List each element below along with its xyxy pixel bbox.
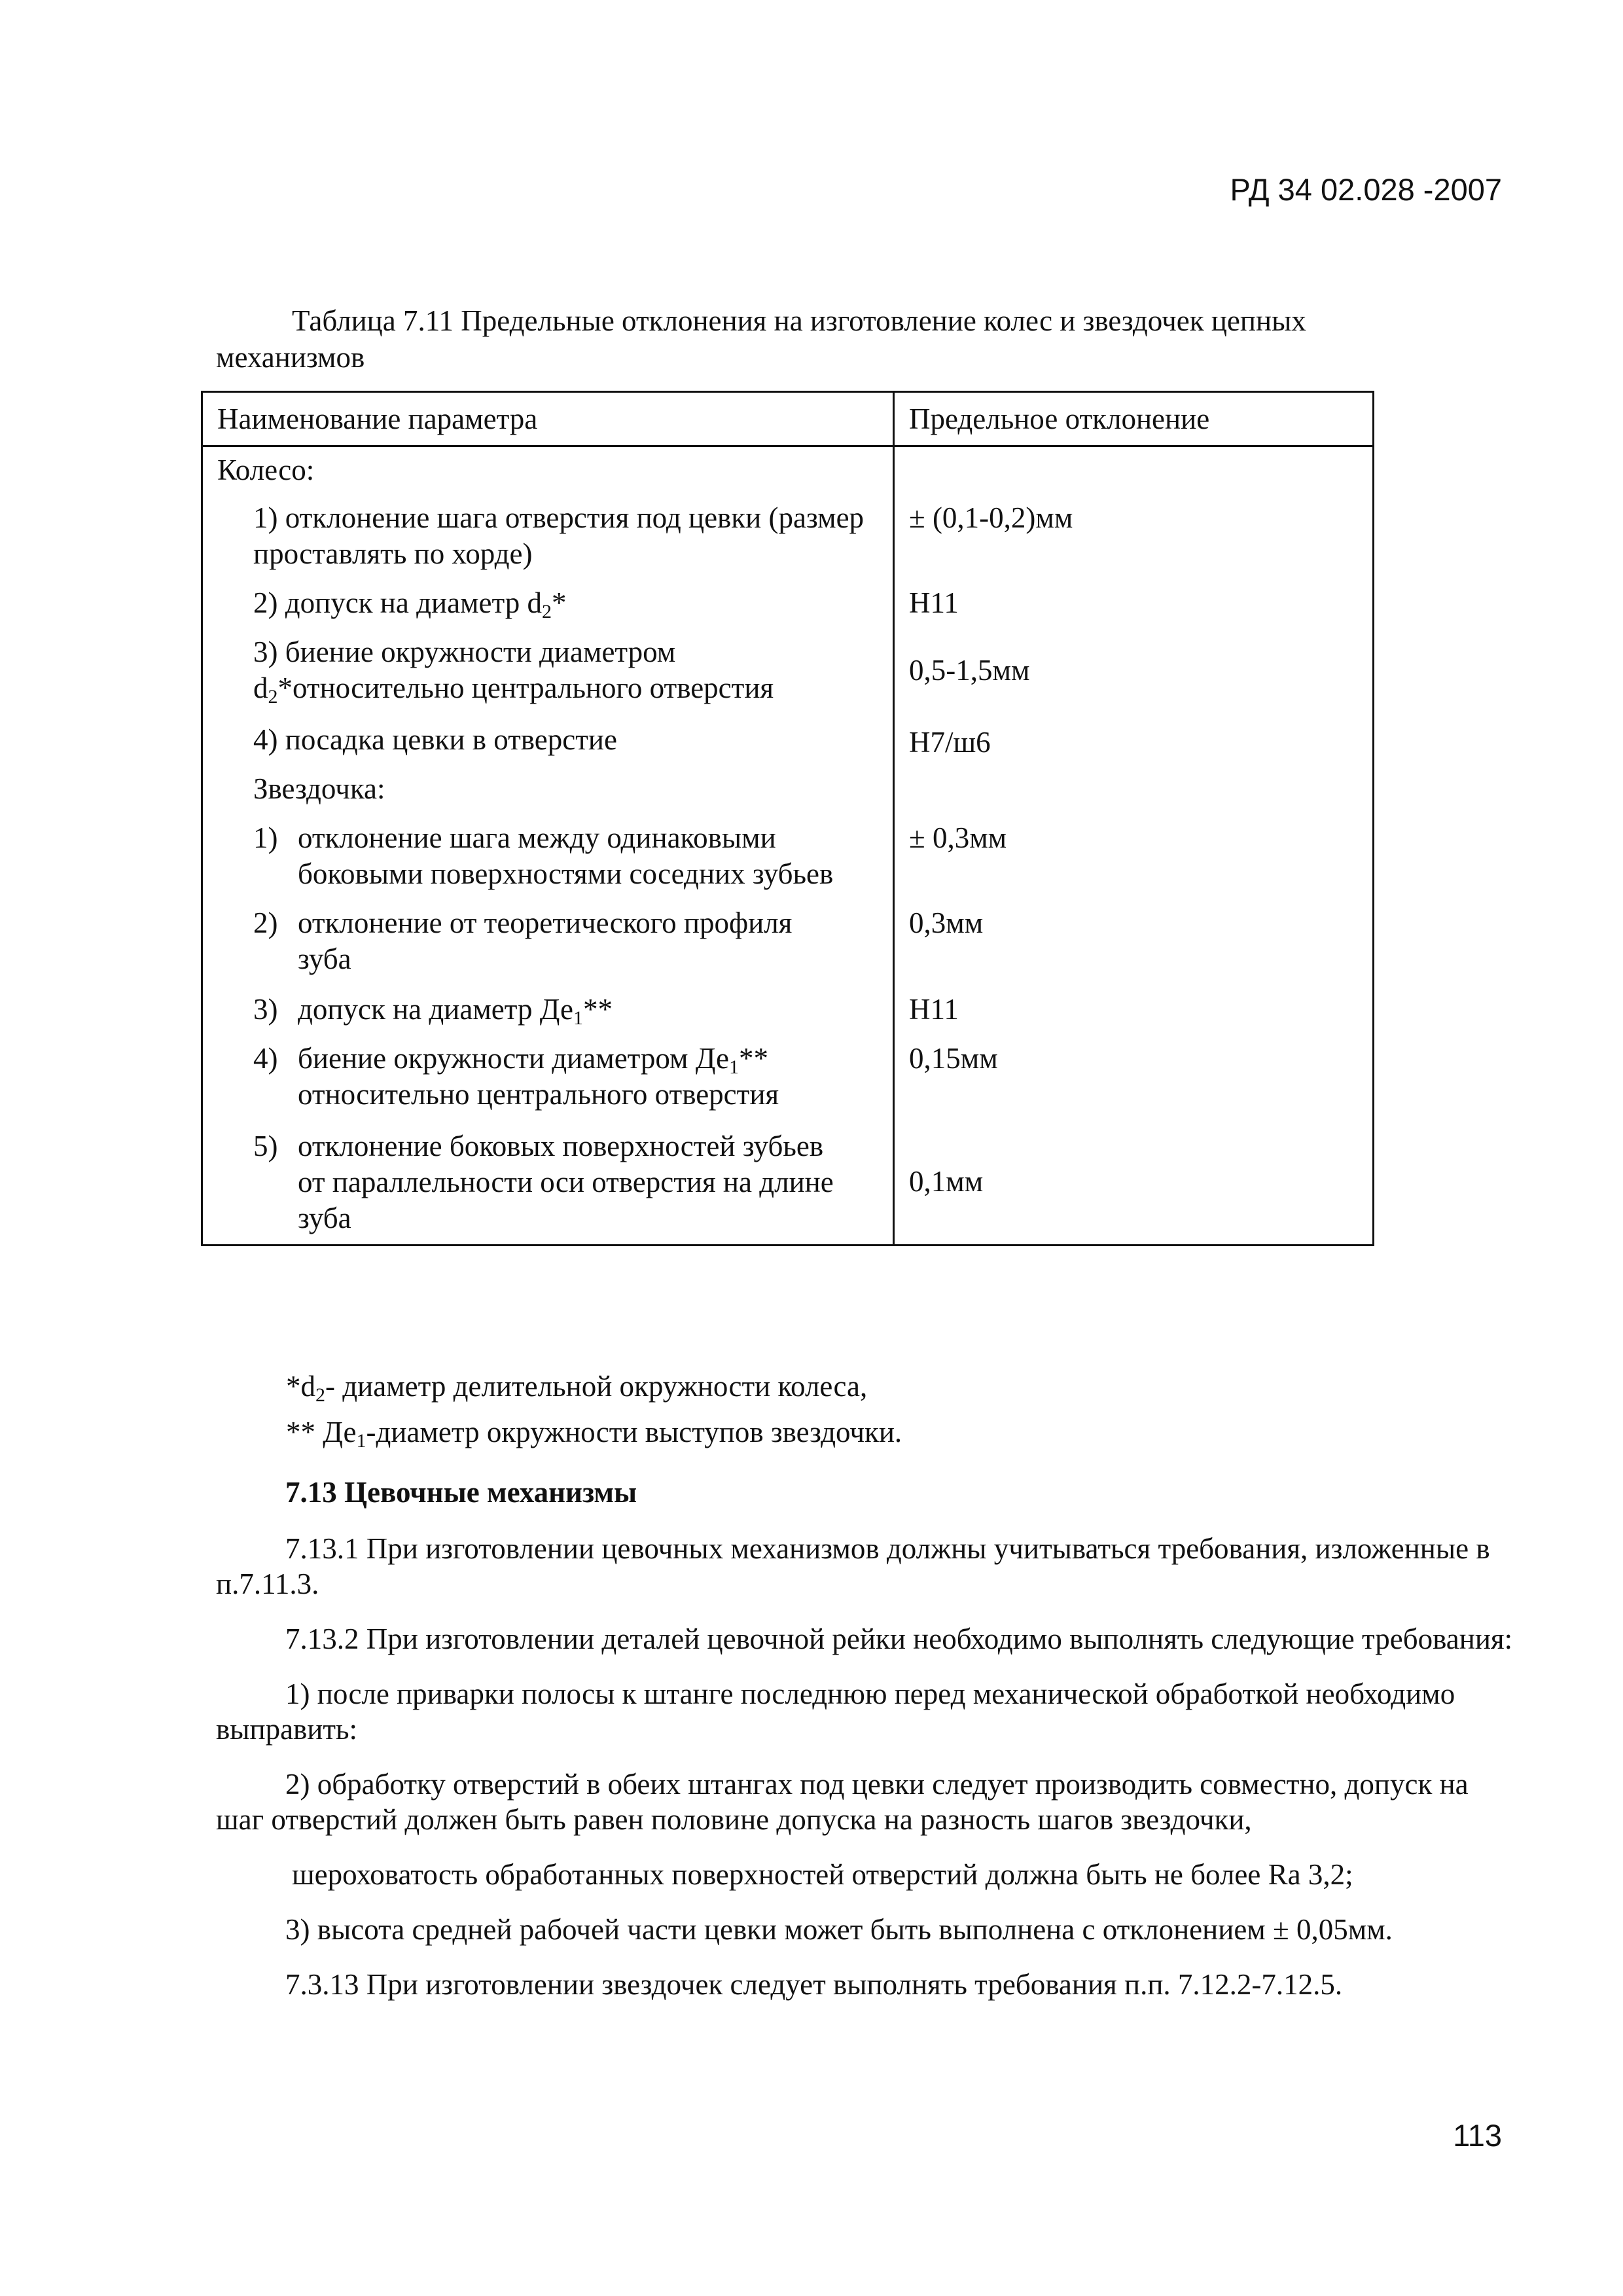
value-cell: ± (0,1-0,2)мм [894, 496, 1374, 580]
param-text: 1) отклонение шага отверстия под цевки (размер проставлять по хорде) [253, 501, 865, 570]
document-id: РД 34 02.028 -2007 [1230, 172, 1502, 207]
param-text: отклонение от теоретического профиля зуба [298, 906, 793, 975]
tolerance-table [201, 391, 1374, 1246]
table-caption-line1: Таблица 7.11 Предельные отклонения на изготовление колес и звездочек цепных [292, 304, 1306, 337]
group-label-wheel: Колесо: [202, 446, 894, 497]
item-number: 5) [253, 1130, 278, 1162]
table-footnotes [286, 1368, 902, 1460]
footnote-subscript: 2 [315, 1384, 325, 1406]
paragraph: 7.13.2 При изготовлении деталей цевочной рейки необходимо выполнять следующие требования: [285, 1623, 1513, 1655]
table-row [202, 446, 1374, 497]
param-cell [202, 1121, 894, 1246]
param-cell [202, 899, 894, 984]
param-subscript: 2 [268, 686, 278, 708]
param-text-a: 2) допуск на диаметр d [253, 586, 542, 619]
param-subscript: 1 [728, 1056, 739, 1078]
param-cell [202, 984, 894, 1034]
param-cell [202, 814, 894, 899]
footnote-2: ** $Де_1$-диаметр окружности выступов звездочки. [286, 1416, 902, 1452]
table-caption [216, 302, 1427, 376]
param-subscript: 2 [541, 601, 552, 622]
column-header-parameter: Наименование параметра [202, 392, 894, 446]
table-row [202, 714, 1374, 764]
value-cell: H11 [894, 984, 1374, 1034]
table-caption-line2: механизмов [216, 341, 365, 374]
section-title: 7.13 Цевочные механизмы [285, 1476, 637, 1509]
value-cell: ± 0,3мм [894, 814, 1374, 899]
group-label-sprocket: Звездочка: [202, 764, 894, 814]
item-number: 3) [253, 993, 278, 1026]
value-cell: 0,1мм [894, 1121, 1374, 1246]
paragraph: 1) после приварки полосы к штанге последнюю перед механической обработкой необходимо выправить: [216, 1677, 1455, 1746]
table-row [202, 899, 1374, 984]
param-text-b: * [551, 586, 567, 619]
param-subscript: 1 [573, 1007, 583, 1029]
value-cell: 0,15мм [894, 1034, 1374, 1121]
param-cell [202, 714, 894, 764]
table-row [202, 814, 1374, 899]
table-row [202, 764, 1374, 814]
param-cell [202, 1034, 894, 1121]
table-row [202, 629, 1374, 714]
paragraph: 7.3.13 При изготовлении звездочек следует выполнять требования п.п. 7.12.2-7.12.5. [285, 1968, 1343, 2001]
value-cell: 0,3мм [894, 899, 1374, 984]
param-text-b: *относительно центрального отверстия [277, 672, 774, 704]
footnote-subscript: 1 [356, 1430, 366, 1452]
paragraph: шероховатость обработанных поверхностей отверстий должна быть не более Ra 3,2; [292, 1858, 1353, 1891]
footnote-1: $*d_2-$ диаметр делительной окружности колеса, [286, 1370, 868, 1406]
table-row [202, 1121, 1374, 1246]
param-text-a: 3) биение окружности диаметром d [253, 636, 676, 704]
table-row [202, 1034, 1374, 1121]
paragraph: 3) высота средней рабочей части цевки может быть выполнена с отклонением ± 0,05мм. [285, 1913, 1393, 1946]
item-number: 4) [253, 1042, 278, 1075]
item-number: 2) [253, 906, 278, 939]
table-row [202, 580, 1374, 629]
param-text: допуск на диаметр $Де_1**$ [298, 993, 613, 1029]
param-cell [202, 629, 894, 714]
page-number: 113 [1453, 2118, 1502, 2153]
paragraph: 7.13.1 При изготовлении цевочных механизмов должны учитываться требования, изложенные в п.7.11.3. [216, 1532, 1490, 1600]
param-text: отклонение шага между одинаковыми боковыми поверхностями соседних зубьев [298, 821, 834, 890]
column-header-deviation: Предельное отклонение [894, 392, 1374, 446]
value-cell: H7/ш6 [894, 714, 1374, 764]
paragraph: 2) обработку отверстий в обеих штангах под цевки следует производить совместно, допуск на шаг отверстий должен быть равен половине допуска на разность шагов звездочки, [216, 1768, 1469, 1836]
param-text: биение окружности диаметром $Де_1**$ относительно центрального отверстия [298, 1042, 779, 1111]
value-cell: 0,5-1,5мм [894, 629, 1374, 714]
table-row [202, 496, 1374, 580]
section-body [216, 1475, 1518, 2022]
item-number: 1) [253, 821, 278, 854]
param-text: 4) посадка цевки в отверстие [253, 723, 617, 756]
value-cell: H11 [894, 580, 1374, 629]
param-cell [202, 580, 894, 629]
table-header-row [202, 392, 1374, 446]
param-text: отклонение боковых поверхностей зубьев от параллельности оси отверстия на длине зуба [298, 1130, 834, 1234]
param-cell [202, 496, 894, 580]
table-row [202, 984, 1374, 1034]
